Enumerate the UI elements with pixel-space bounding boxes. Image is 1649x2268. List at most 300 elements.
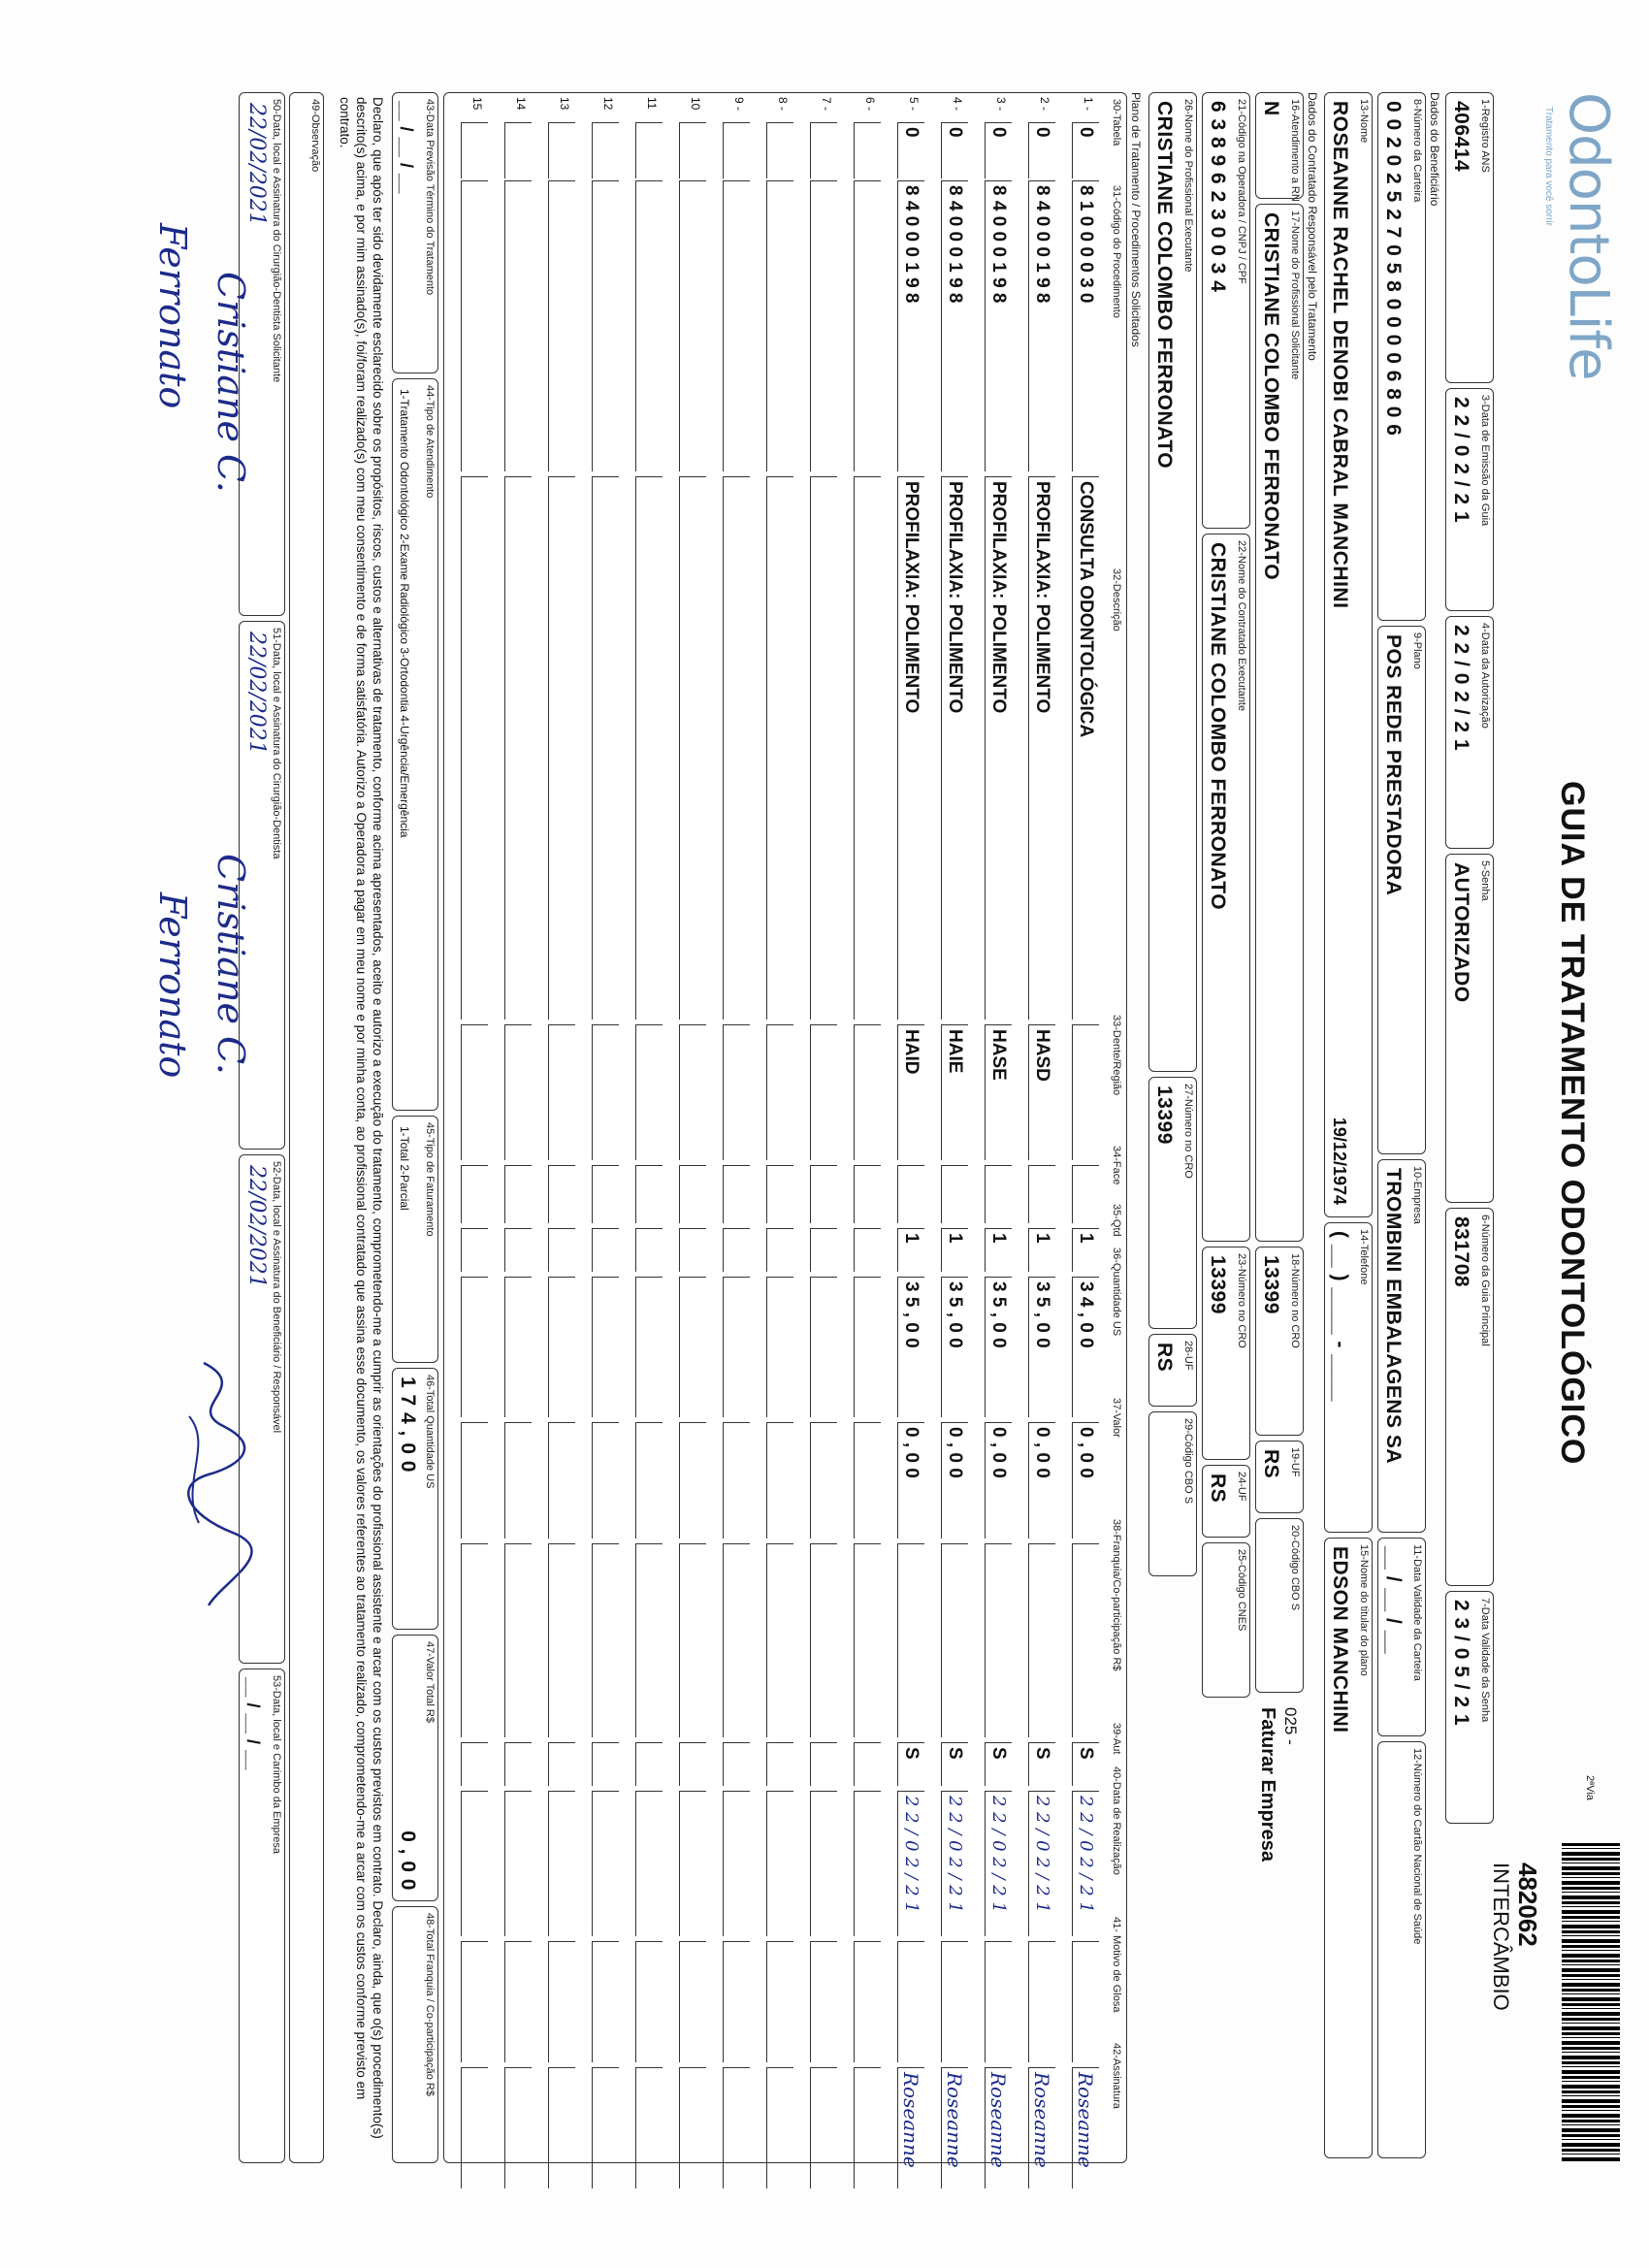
cell-franquia <box>635 1543 663 1737</box>
cell-valor <box>635 1422 663 1539</box>
cell-qtd <box>766 1228 793 1272</box>
cell-us <box>548 1277 575 1417</box>
cell-valor <box>766 1422 793 1539</box>
cell-aut <box>504 1742 532 1786</box>
cell-descricao: PROFILAXIA: POLIMENTO <box>941 476 968 1020</box>
cell-qtd: 1 <box>985 1228 1012 1272</box>
row-number: 15 <box>470 97 484 111</box>
field-profissional-solicitante: 17-Nome do Profissional Solicitante CRISTIANE COLOMBO FERRONATO <box>1255 204 1304 1242</box>
table-row <box>716 93 756 2162</box>
cell-franquia <box>897 1543 924 1737</box>
cell-codigo <box>592 180 619 471</box>
cell-dente <box>766 1024 793 1160</box>
table-row <box>541 93 581 2162</box>
cell-data: 2 2 / 0 2 / 2 1 <box>985 1791 1012 1936</box>
cell-us <box>766 1277 793 1417</box>
cell-face <box>941 1165 968 1223</box>
procedure-rows <box>445 93 1105 2168</box>
cell-aut: S <box>941 1742 968 1786</box>
atendimento-rn-value: N <box>1260 101 1282 116</box>
cell-glosa <box>941 1941 968 2062</box>
cell-qtd <box>854 1228 881 1272</box>
cell-aut <box>461 1742 488 1786</box>
field-cnes: 25-Código CNES <box>1202 1542 1250 1698</box>
cell-descricao: PROFILAXIA: POLIMENTO <box>985 476 1012 1020</box>
cell-aut <box>854 1742 881 1786</box>
cell-descricao <box>723 476 750 1020</box>
page-title: GUIA DE TRATAMENTO ODONTOLÓGICO <box>1554 781 1591 1466</box>
signature-solicitante: Cristiane C. <box>210 272 252 493</box>
cell-face <box>548 1165 575 1223</box>
numero-carteira-value: 0 0 2 0 2 5 2 7 0 5 8 0 0 0 0 6 8 0 6 <box>1382 101 1405 437</box>
cell-franquia <box>941 1543 968 1737</box>
cell-glosa <box>985 1941 1012 2062</box>
cell-qtd <box>635 1228 663 1272</box>
cell-tabela: 0 <box>1072 122 1099 178</box>
cell-aut <box>723 1742 750 1786</box>
cell-codigo <box>723 180 750 471</box>
uf-contratado-value: RS <box>1207 1474 1229 1504</box>
row-number: 5 - <box>907 97 921 112</box>
cell-tabela <box>461 122 488 178</box>
cell-qtd <box>504 1228 532 1272</box>
cell-glosa <box>679 1941 706 2062</box>
row-number: 9 - <box>732 97 746 112</box>
assinatura-solicitante-date: 22/02/2021 <box>244 103 269 226</box>
cell-data <box>810 1791 837 1936</box>
senha-value: AUTORIZADO <box>1450 862 1472 1003</box>
cell-aut: S <box>897 1742 924 1786</box>
assinatura-beneficiario-date: 22/02/2021 <box>244 1165 269 1288</box>
cell-us <box>723 1277 750 1417</box>
cell-data <box>723 1791 750 1936</box>
cell-codigo <box>810 180 837 471</box>
cell-aut <box>592 1742 619 1786</box>
field-uf-solicitante: 19-UF RS <box>1255 1441 1304 1513</box>
cell-codigo <box>679 180 706 471</box>
section-procedimentos: Plano de Tratamento / Procedimentos Solicitados <box>1129 92 1143 347</box>
cell-franquia <box>679 1543 706 1737</box>
cell-valor <box>723 1422 750 1539</box>
cell-codigo: 8 4 0 0 0 1 9 8 <box>941 180 968 471</box>
guide-type: INTERCÂMBIO <box>1489 1863 1513 2011</box>
cell-face <box>1028 1165 1055 1223</box>
table-row <box>1021 93 1061 2168</box>
cell-glosa <box>766 1941 793 2062</box>
field-telefone: 14-Telefone ( __ ) ____ - ____ <box>1324 1222 1373 1533</box>
field-registro-ans: 1-Registro ANS 406414 <box>1445 92 1494 383</box>
cell-face <box>679 1165 706 1223</box>
field-contratado-executante: 22-Nome do Contratado Executante CRISTIANE COLOMBO FERRONATO <box>1202 534 1250 1242</box>
table-row <box>672 93 712 2162</box>
cell-dente <box>461 1024 488 1160</box>
cell-us: 3 5 , 0 0 <box>897 1277 924 1417</box>
codigo-operadora-value: 6 3 8 9 6 2 3 0 0 3 4 <box>1207 101 1229 293</box>
cell-codigo <box>548 180 575 471</box>
cell-tabela <box>679 122 706 178</box>
cell-qtd: 1 <box>941 1228 968 1272</box>
cell-tabela <box>723 122 750 178</box>
cell-data <box>592 1791 619 1936</box>
cell-qtd <box>679 1228 706 1272</box>
cell-aut <box>548 1742 575 1786</box>
cell-face <box>635 1165 663 1223</box>
declaration-text: Declaro, que após ter sido devidamente esclarecido sobre os propósitos, riscos, custos e alternativas de tratamento, conforme acima apresentados, aceito e autorizo a execução do tratamento, comprometendo-me a cumprir as orientações do profissional assistente e arcar com os custos previstos em contrato. Declaro, ainda, que o(s) procedimento(s) descrito(s) acima, e por mim assinado(s), foi/foram realizado(s) com meu consentimento e de forma satisfatória. Autorizo a Operadora a pagar em meu nome e por minha conta, ao profissional contratado que assina esse documento, os valores referentes ao tratamento realizado, comprometendo-me a arcar com os custos conforme previsto em contrato. <box>338 97 385 2139</box>
cell-assinatura <box>461 2067 488 2188</box>
field-data-emissao: 3-Data de Emissão da Guia 2 2 / 0 2 / 2 1 <box>1445 388 1494 611</box>
previsao-termino-value: __ / __ / __ <box>397 101 416 195</box>
cell-assinatura <box>723 2067 750 2188</box>
field-assinatura-dentista: 51-Data, local e Assinatura do Cirurgião-Dentista 22/02/2021 <box>239 621 285 1150</box>
cell-descricao: PROFILAXIA: POLIMENTO <box>897 476 924 1020</box>
logo-tagline: Tratamento para você sorrir <box>1543 107 1554 227</box>
cell-assinatura <box>679 2067 706 2188</box>
cell-data <box>461 1791 488 1936</box>
cell-assinatura <box>504 2067 532 2188</box>
cell-face <box>504 1165 532 1223</box>
cell-franquia <box>504 1543 532 1737</box>
field-validade-carteira: 11-Data Validade da Carteira __ / __ / __ <box>1377 1538 1426 1736</box>
field-atendimento-rn: 16-Atendimento a RN N <box>1255 92 1304 199</box>
cell-codigo: 8 4 0 0 0 1 9 8 <box>897 180 924 471</box>
table-row <box>934 93 974 2168</box>
field-cbo-executante: 29-Código CBO S <box>1148 1411 1197 1576</box>
cell-us <box>461 1277 488 1417</box>
cell-qtd: 1 <box>897 1228 924 1272</box>
cell-franquia <box>723 1543 750 1737</box>
cell-valor <box>679 1422 706 1539</box>
cell-assinatura: Roseanne <box>897 2067 924 2188</box>
cell-glosa <box>635 1941 663 2062</box>
cell-face <box>897 1165 924 1223</box>
cell-valor <box>504 1422 532 1539</box>
cell-data <box>635 1791 663 1936</box>
contratado-executante-value: CRISTIANE COLOMBO FERRONATO <box>1207 542 1229 911</box>
cell-dente <box>723 1024 750 1160</box>
field-total-us: 46-Total Quantidade US 1 7 4 , 0 0 <box>392 1368 438 1630</box>
row-number: 8 - <box>776 97 790 112</box>
cell-assinatura: Roseanne <box>985 2067 1012 2188</box>
cell-assinatura: Roseanne <box>1072 2067 1099 2188</box>
cell-tabela: 0 <box>1028 122 1055 178</box>
cell-data: 2 2 / 0 2 / 2 1 <box>941 1791 968 1936</box>
cell-us <box>635 1277 663 1417</box>
table-row <box>454 93 494 2162</box>
signature-dentista: Cristiane C. <box>210 854 252 1075</box>
cell-us: 3 5 , 0 0 <box>985 1277 1012 1417</box>
cell-tabela: 0 <box>897 122 924 178</box>
cell-valor: 0 , 0 0 <box>985 1422 1012 1539</box>
cell-face <box>1072 1165 1099 1223</box>
cell-dente: HAID <box>897 1024 924 1160</box>
copy-indicator: 2ªVia <box>1584 1775 1596 1800</box>
cell-face <box>723 1165 750 1223</box>
cell-dente: HAIE <box>941 1024 968 1160</box>
cell-assinatura <box>592 2067 619 2188</box>
guide-number: 482062 <box>1513 1863 1542 1947</box>
field-cro-contratado: 23-Número no CRO 13399 <box>1202 1247 1250 1460</box>
tipo-atendimento-options: 1-Tratamento Odontológico 2-Exame Radiológico 3-Ortodontia 4-Urgência/Emergência <box>398 389 411 838</box>
cell-dente <box>854 1024 881 1160</box>
field-cbo-solicitante: 20-Código CBO S <box>1255 1518 1304 1693</box>
assinatura-dentista-date: 22/02/2021 <box>244 632 269 755</box>
cell-glosa <box>592 1941 619 2062</box>
cell-face <box>461 1165 488 1223</box>
data-emissao-value: 2 2 / 0 2 / 2 1 <box>1450 397 1472 524</box>
cell-descricao <box>854 476 881 1020</box>
cro-executante-value: 13399 <box>1153 1085 1176 1145</box>
cell-franquia <box>766 1543 793 1737</box>
cell-us <box>854 1277 881 1417</box>
cell-franquia <box>592 1543 619 1737</box>
cell-franquia <box>1028 1543 1055 1737</box>
carimbo-empresa-value: __ / __ / __ <box>243 1677 263 1771</box>
cell-glosa <box>810 1941 837 2062</box>
cell-aut: S <box>1028 1742 1055 1786</box>
table-row <box>847 93 887 2162</box>
validade-carteira-value: __ / __ / __ <box>1382 1546 1405 1655</box>
cro-solicitante-value: 13399 <box>1260 1255 1282 1314</box>
cell-assinatura <box>548 2067 575 2188</box>
field-guia-principal: 6-Número da Guia Principal 831708 <box>1445 1208 1494 1586</box>
cell-qtd <box>723 1228 750 1272</box>
row-number: 7 - <box>820 97 833 112</box>
field-total-franquia: 48-Total Franquia / Co-participação R$ <box>392 1906 438 2163</box>
titular-plano-value: EDSON MANCHINI <box>1329 1546 1351 1733</box>
field-cartao-nacional-saude: 12-Número do Cartão Nacional de Saúde <box>1377 1741 1426 2158</box>
cell-descricao <box>766 476 793 1020</box>
cell-valor: 0 , 0 0 <box>1072 1422 1099 1539</box>
cell-descricao <box>461 476 488 1020</box>
table-row <box>585 93 625 2162</box>
table-row <box>890 93 930 2168</box>
cell-codigo: 8 4 0 0 0 1 9 8 <box>985 180 1012 471</box>
row-number: 6 - <box>863 97 877 112</box>
nome-beneficiario-value: ROSEANNE RACHEL DENOBI CABRAL MANCHINI <box>1329 101 1351 609</box>
row-number: 4 - <box>951 97 964 112</box>
cell-valor <box>854 1422 881 1539</box>
row-number: 3 - <box>994 97 1008 112</box>
cell-descricao <box>592 476 619 1020</box>
total-us-value: 1 7 4 , 0 0 <box>397 1377 419 1473</box>
cell-data: 2 2 / 0 2 / 2 1 <box>1028 1791 1055 1936</box>
field-codigo-operadora: 21-Código na Operadora / CNPJ / CPF 6 3 8 9 6 2 3 0 0 3 4 <box>1202 92 1250 529</box>
cell-face <box>766 1165 793 1223</box>
cell-codigo <box>635 180 663 471</box>
cell-assinatura <box>635 2067 663 2188</box>
cell-aut <box>635 1742 663 1786</box>
field-validade-senha: 7-Data Validade da Senha 2 3 / 0 5 / 2 1 <box>1445 1591 1494 1824</box>
cell-valor <box>461 1422 488 1539</box>
data-nascimento: 19/12/1974 <box>1330 1117 1349 1205</box>
cell-dente <box>810 1024 837 1160</box>
field-titular-plano: 15-Nome do titular do plano EDSON MANCHINI <box>1324 1538 1373 2158</box>
cell-aut <box>679 1742 706 1786</box>
table-row <box>803 93 843 2162</box>
cell-data: 2 2 / 0 2 / 2 1 <box>897 1791 924 1936</box>
cell-assinatura: Roseanne <box>1028 2067 1055 2188</box>
cell-face <box>854 1165 881 1223</box>
telefone-value: ( __ ) ____ - ____ <box>1329 1231 1351 1402</box>
cell-qtd: 1 <box>1072 1228 1099 1272</box>
cell-dente <box>679 1024 706 1160</box>
field-data-autorizacao: 4-Data da Autorização 2 2 / 0 2 / 2 1 <box>1445 616 1494 849</box>
signature-solicitante-surname: Ferronato <box>151 223 194 409</box>
cell-tabela <box>548 122 575 178</box>
cell-franquia <box>461 1543 488 1737</box>
cell-data <box>679 1791 706 1936</box>
cell-codigo: 8 1 0 0 0 0 3 0 <box>1072 180 1099 471</box>
cell-us <box>504 1277 532 1417</box>
cell-aut <box>766 1742 793 1786</box>
field-profissional-executante: 26-Nome do Profissional Executante CRISTIANE COLOMBO FERRONATO <box>1148 92 1197 1072</box>
cell-descricao <box>504 476 532 1020</box>
cell-glosa <box>461 1941 488 2062</box>
cell-tabela <box>854 122 881 178</box>
cell-dente <box>504 1024 532 1160</box>
cell-face <box>810 1165 837 1223</box>
validade-senha-value: 2 3 / 0 5 / 2 1 <box>1450 1600 1472 1727</box>
cell-aut: S <box>985 1742 1012 1786</box>
cell-glosa <box>504 1941 532 2062</box>
profissional-executante-value: CRISTIANE COLOMBO FERRONATO <box>1153 101 1176 470</box>
valor-total-value: 0 , 0 0 <box>397 1831 419 1891</box>
cell-data <box>854 1791 881 1936</box>
cell-descricao <box>810 476 837 1020</box>
empresa-value: TROMBINI EMBALAGENS SA <box>1382 1168 1405 1464</box>
cell-dente: HASE <box>985 1024 1012 1160</box>
barcode <box>1562 1843 1620 2163</box>
cell-qtd <box>548 1228 575 1272</box>
cell-aut: S <box>1072 1742 1099 1786</box>
field-observacao: 49-Observação <box>289 92 324 2163</box>
cro-contratado-value: 13399 <box>1207 1255 1229 1314</box>
registro-ans-value: 406414 <box>1450 101 1472 173</box>
cell-data <box>504 1791 532 1936</box>
cell-dente <box>1072 1024 1099 1160</box>
odontolife-logo <box>1557 92 1620 380</box>
cell-us <box>679 1277 706 1417</box>
cell-dente <box>635 1024 663 1160</box>
cell-valor <box>592 1422 619 1539</box>
cell-qtd <box>810 1228 837 1272</box>
signature-dentista-surname: Ferronato <box>151 892 194 1079</box>
cell-data <box>766 1791 793 1936</box>
cell-codigo <box>461 180 488 471</box>
row-number: 1 - <box>1082 97 1095 112</box>
field-nome-beneficiario: 13-Nome ROSEANNE RACHEL DENOBI CABRAL MANCHINI 19/12/1974 <box>1324 92 1373 1217</box>
row-number: 11 <box>645 97 659 110</box>
signature-beneficiario <box>175 1358 262 1610</box>
field-plano: 9-Plano POS REDE PRESTADORA <box>1377 626 1426 1154</box>
field-tipo-faturamento: 45-Tipo de Faturamento 1-Total 2-Parcial <box>392 1116 438 1363</box>
cell-valor: 0 , 0 0 <box>941 1422 968 1539</box>
field-uf-contratado: 24-UF RS <box>1202 1465 1250 1538</box>
cell-franquia <box>548 1543 575 1737</box>
field-cro-executante: 27-Número no CRO 13399 <box>1148 1077 1197 1329</box>
guia-principal-value: 831708 <box>1450 1216 1472 1288</box>
cell-descricao <box>548 476 575 1020</box>
table-row <box>629 93 668 2162</box>
row-number: 2 - <box>1038 97 1051 112</box>
cell-descricao <box>635 476 663 1020</box>
cell-data: 2 2 / 0 2 / 2 1 <box>1072 1791 1099 1936</box>
field-uf-executante: 28-UF RS <box>1148 1334 1197 1407</box>
cell-assinatura <box>810 2067 837 2188</box>
table-row <box>498 93 537 2162</box>
field-assinatura-solicitante: 50-Data, local e Assinatura do Cirurgião-Dentista Solicitante 22/02/2021 <box>239 92 285 616</box>
cell-tabela: 0 <box>941 122 968 178</box>
cell-qtd: 1 <box>1028 1228 1055 1272</box>
cell-us: 3 4 , 0 0 <box>1072 1277 1099 1417</box>
cell-descricao: PROFILAXIA: POLIMENTO <box>1028 476 1055 1020</box>
cell-franquia <box>1072 1543 1099 1737</box>
section-beneficiario: Dados do Beneficiário <box>1428 92 1441 207</box>
logo-text: OdontoLife <box>1557 92 1620 380</box>
field-carimbo-empresa: 53-Data, local e Carimbo da Empresa __ / __ / __ <box>239 1669 285 2163</box>
field-valor-total: 47-Valor Total R$ 0 , 0 0 <box>392 1635 438 1901</box>
row-number: 12 <box>601 97 615 111</box>
cell-us <box>810 1277 837 1417</box>
cell-glosa <box>854 1941 881 2062</box>
field-previsao-termino: 43-Data Previsão Término do Tratamento __ / __ / __ <box>392 92 438 373</box>
cell-valor: 0 , 0 0 <box>897 1422 924 1539</box>
cell-face <box>592 1165 619 1223</box>
cell-codigo <box>766 180 793 471</box>
cell-us: 3 5 , 0 0 <box>1028 1277 1055 1417</box>
row-number: 13 <box>558 97 571 111</box>
billing-code: 025 - <box>1281 1707 1300 1745</box>
profissional-solicitante-value: CRISTIANE COLOMBO FERRONATO <box>1260 212 1282 581</box>
procedures-table: 30-Tabela 31-Código do Procedimento 32-Descrição 33-Dente/Região 34-Face 35-Qtd 36-Quantidade US 37-Valor 38-Franquia/Co-participação R$ 39-Aut 40-Data de Realização 41- Motivo de Glosa 42-Assinatura 1 - 0 8 1 0 0 0 0 3 0 CONSULTA ODONTOLÓGICA 1 3 4 , 0 0 0 , 0 0 S 2 2 / 0 2 / 2 1 Roseanne 2 - 0 8 4 0 0 0 1 9 8 PROFILAXIA: POLIMENTO HASD 1 3 5 , 0 0 0 , 0 0 S 2 2 / 0 2 / 2 1 Roseanne 3 - 0 8 4 0 0 0 1 9 8 PROFILAXIA: POLIMENTO HASE 1 3 5 , 0 0 0 , 0 0 S 2 2 / 0 2 / 2 1 Roseanne 4 - 0 8 4 0 0 0 1 9 8 PROFILAXIA: POLIMENTO HAIE 1 3 5 , 0 0 0 , 0 0 S 2 2 / 0 2 / 2 1 Roseanne 5 - 0 8 4 0 0 0 1 9 8 PROFILAXIA: POLIMENTO HAID 1 3 5 , 0 0 0 , 0 0 S 2 2 / 0 2 / 2 1 Roseanne 6 - 7 - 8 - 9 - 10 11 12 13 14 15 <box>443 92 1127 2163</box>
table-row <box>1065 93 1105 2168</box>
row-number: 10 <box>689 97 702 111</box>
cell-data <box>548 1791 575 1936</box>
row-number: 14 <box>514 97 528 111</box>
cell-tabela <box>635 122 663 178</box>
cell-valor: 0 , 0 0 <box>1028 1422 1055 1539</box>
section-contratado: Dados do Contratado Responsável pelo Tratamento <box>1306 92 1319 361</box>
cell-tabela <box>810 122 837 178</box>
cell-franquia <box>985 1543 1012 1737</box>
cell-tabela: 0 <box>985 122 1012 178</box>
cell-descricao: CONSULTA ODONTOLÓGICA <box>1072 476 1099 1020</box>
table-row <box>978 93 1018 2168</box>
cell-tabela <box>592 122 619 178</box>
cell-glosa <box>548 1941 575 2062</box>
cell-face <box>985 1165 1012 1223</box>
cell-valor <box>810 1422 837 1539</box>
field-tipo-atendimento: 44-Tipo de Atendimento 1-Tratamento Odontológico 2-Exame Radiológico 3-Ortodontia 4-Urgência/Emergência <box>392 378 438 1111</box>
cell-assinatura <box>766 2067 793 2188</box>
tipo-faturamento-options: 1-Total 2-Parcial <box>398 1126 411 1211</box>
cell-codigo <box>854 180 881 471</box>
cell-valor <box>548 1422 575 1539</box>
field-assinatura-beneficiario: 52-Data, local e Assinatura do Beneficiário / Responsável 22/02/2021 <box>239 1154 285 1664</box>
cell-us <box>592 1277 619 1417</box>
cell-descricao <box>679 476 706 1020</box>
field-senha: 5-Senha AUTORIZADO <box>1445 854 1494 1203</box>
billing-note: Faturar Empresa <box>1257 1707 1278 1862</box>
cell-glosa <box>723 1941 750 2062</box>
cell-codigo: 8 4 0 0 0 1 9 8 <box>1028 180 1055 471</box>
cell-qtd <box>592 1228 619 1272</box>
cell-qtd <box>461 1228 488 1272</box>
field-cro-solicitante: 18-Número no CRO 13399 <box>1255 1247 1304 1436</box>
cell-franquia <box>854 1543 881 1737</box>
cell-dente <box>592 1024 619 1160</box>
uf-executante-value: RS <box>1153 1343 1176 1373</box>
